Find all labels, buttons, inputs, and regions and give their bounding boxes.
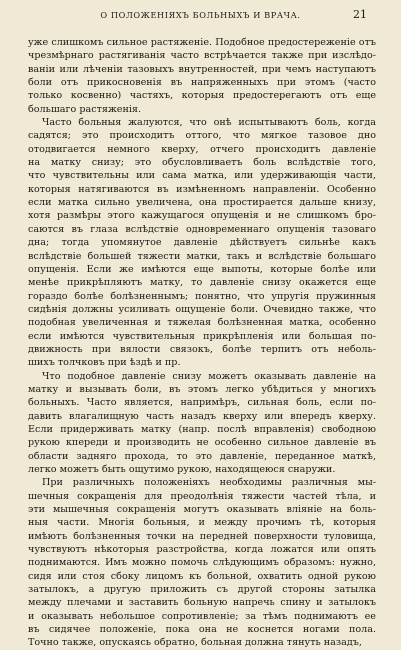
text-line: уже слишкомъ сильное растяженіе. Подобное предостереженіе отъ: [28, 37, 376, 48]
text-line: Часто больныя жалуются, что онѣ испытываютъ боль, когда: [42, 117, 376, 129]
text-line: имѣютъ болѣзненныя точки на передней поверхности туловища,: [28, 530, 376, 542]
text-line: гораздо болѣе болѣзненнымъ; понятно, что упругія пружинныя: [28, 290, 376, 302]
paragraph: [28, 116, 376, 370]
text-line: чувствуютъ нѣкоторыя разстройства, когда ложатся или опять: [28, 544, 376, 556]
text-line: матку и вызывать боли, въ этомъ легко убѣдиться у многихъ: [28, 383, 376, 395]
running-head: О ПОЛОЖЕНІЯХЪ БОЛЬНЫХЪ И ВРАЧА.: [100, 10, 301, 20]
text-line: чрезмѣрнаго растягиванія часто встрѣчается также при изслѣдо-: [28, 50, 376, 62]
text-line: эти мышечныя сокращенія могутъ оказывать вліяніе на боль-: [28, 504, 376, 516]
page-header: [0, 8, 401, 22]
text-line: Что подобное давленіе снизу можетъ оказывать давленіе на: [42, 370, 376, 382]
text-line: ныя части. Многія больныя, и между прочимъ тѣ, которыя: [28, 517, 376, 529]
text-line: давить влагалищную часть назадъ кверху или впередъ кверху.: [28, 410, 376, 422]
text-line: менѣе прикрѣпляютъ матку, то давленіе снизу окажется еще: [28, 277, 376, 289]
text-line: только косвенно) частяхъ, которыя предостерегаютъ отъ еще: [28, 90, 376, 102]
text-line: вслѣдствіе большей тяжести матки, такъ и вслѣдствіе большаго: [28, 250, 376, 262]
paragraph: [28, 36, 376, 116]
paragraph: [28, 370, 376, 477]
text-line: сидѣнія должны усиливать ощущеніе боли. Очевидно также, что: [28, 303, 376, 315]
text-line: отодвигается немного кверху, отчего происходитъ давленіе: [28, 143, 376, 155]
text-line: хотя размѣры этого кажущагося опущенія и не слишкомъ бро-: [28, 210, 376, 222]
text-line: которыя натягиваются въ измѣненномъ направленіи. Особенно: [28, 183, 376, 195]
text-line: въ сидячее положеніе, пока она не коснется ногами пола.: [28, 624, 376, 636]
text-line: большаго растяженія.: [28, 103, 142, 115]
text-line: и оказывать небольшое сопротивленіе; за тѣмъ поднимаютъ ее: [28, 610, 376, 622]
text-line: опущенія. Если же имѣются еще выпоты, которые болѣе или: [28, 263, 376, 275]
text-line: ваніи или лѣченіи тазовыхъ внутренностей, при чемъ наступаютъ: [28, 63, 376, 75]
text-line: движность при вялости связокъ, болѣе терпитъ отъ неболь-: [28, 343, 376, 355]
text-line: Точно также, опускаясь обратно, больная должна тянуть назадъ,: [28, 637, 362, 649]
body-text: [28, 36, 376, 650]
text-line: между плечами и заставить больную напречь спину и затылокъ: [28, 597, 376, 609]
text-line: поднимаются. Имъ можно помочь слѣдующимъ образомъ: нужно,: [28, 557, 376, 569]
text-line: больныхъ. Часто является, напримѣръ, сильная боль, если по-: [28, 397, 376, 409]
text-line: боли отъ прикосновенія въ напряженныхъ при этомъ (часто: [28, 77, 376, 89]
text-line: шечныя сокращенія для преодолѣнія тяжести частей тѣла, и: [28, 490, 376, 502]
text-line: шихъ толчковъ при ѣздѣ и пр.: [28, 357, 181, 369]
text-line: садятся; это происходитъ оттого, что мягкое тазовое дно: [28, 130, 376, 142]
text-line: сидя или стоя сбоку лицомъ къ больной, охватить одной рукою: [28, 570, 376, 582]
text-line: что чувствительны или сама матка, или удерживающія части,: [28, 170, 376, 182]
paragraph: [28, 476, 376, 649]
text-line: саются въ глаза вслѣдствіе одновременнаго опущенія тазоваго: [28, 223, 376, 235]
text-line: рукою кпереди и производить не особенно сильное давленіе въ: [28, 437, 376, 449]
text-line: Если придерживать матку (напр. послѣ вправленія) свободною: [28, 423, 376, 435]
text-line: подобная увеличенная и тяжелая болѣзненная матка, особенно: [28, 317, 376, 329]
text-line: если матка сильно увеличена, она простирается дальше книзу,: [28, 197, 376, 209]
text-line: затылокъ, а другую приложить съ другой стороны затылка: [28, 584, 376, 596]
text-line: дна; тогда упомянутое давленіе дѣйствуетъ сильнѣе какъ: [28, 237, 376, 249]
text-line: если имѣются чувствительныя прикрѣпленія или большая по-: [28, 330, 376, 342]
text-line: области задняго прохода, то это давленіе, переданное маткѣ,: [28, 450, 376, 462]
page-number: 21: [353, 8, 367, 21]
text-line: легко можетъ быть ощутимо рукою, находящеюся снаружи.: [28, 464, 336, 475]
text-line: При различныхъ положеніяхъ необходимы различныя мы-: [42, 477, 376, 489]
text-line: на матку снизу; это обусловливаетъ боль вслѣдствіе того,: [28, 157, 376, 169]
